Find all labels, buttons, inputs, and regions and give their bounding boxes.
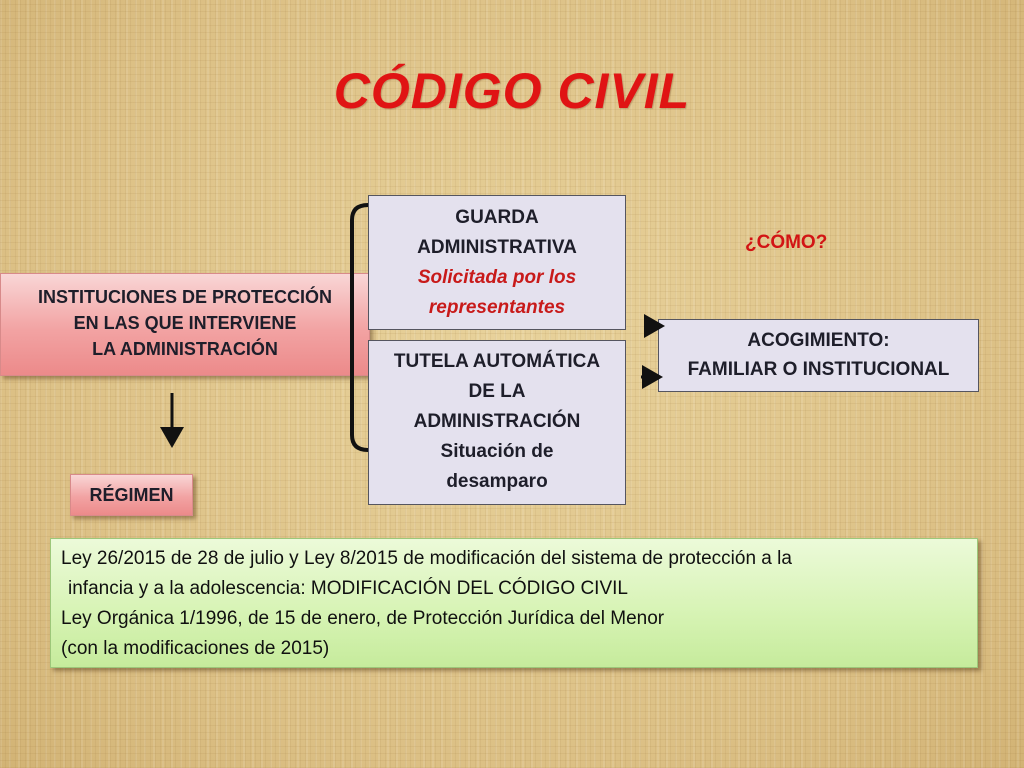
bracket-connector (352, 205, 368, 450)
instituciones-line-1: INSTITUCIONES DE PROTECCIÓN (37, 287, 333, 307)
leyes-line-1: Ley 26/2015 de 28 de julio y Ley 8/2015 de modificación del sistema de protección a la (61, 548, 792, 569)
slide-title: CÓDIGO CIVIL (333, 63, 691, 119)
leyes-line-2: infancia y a la adolescencia: MODIFICACIÓN DEL CÓDIGO CIVIL (68, 578, 628, 599)
leyes-line-4: (con la modificaciones de 2015) (61, 638, 330, 659)
tutela-line-5: desamparo (446, 471, 548, 492)
guarda-line-4: representantes (428, 297, 566, 318)
guarda-line-3: Solicitada por los (417, 267, 577, 288)
acogimiento-line-2: FAMILIAR O INSTITUCIONAL (687, 359, 950, 380)
guarda-line-2: ADMINISTRATIVA (417, 237, 577, 258)
tutela-line-1: TUTELA AUTOMÁTICA (393, 351, 601, 372)
instituciones-line-2: EN LAS QUE INTERVIENE (73, 313, 297, 333)
regimen-label: RÉGIMEN (89, 485, 174, 505)
acogimiento-line-1: ACOGIMIENTO: (747, 330, 890, 351)
leyes-line-3: Ley Orgánica 1/1996, de 15 de enero, de Protección Jurídica del Menor (61, 608, 665, 629)
instituciones-line-3: LA ADMINISTRACIÓN (92, 339, 278, 359)
como-label: ¿CÓMO? (745, 232, 828, 253)
tutela-line-4: Situación de (440, 441, 554, 462)
guarda-line-1: GUARDA (455, 207, 539, 228)
tutela-line-2: DE LA (468, 381, 526, 402)
tutela-line-3: ADMINISTRACIÓN (413, 411, 581, 432)
